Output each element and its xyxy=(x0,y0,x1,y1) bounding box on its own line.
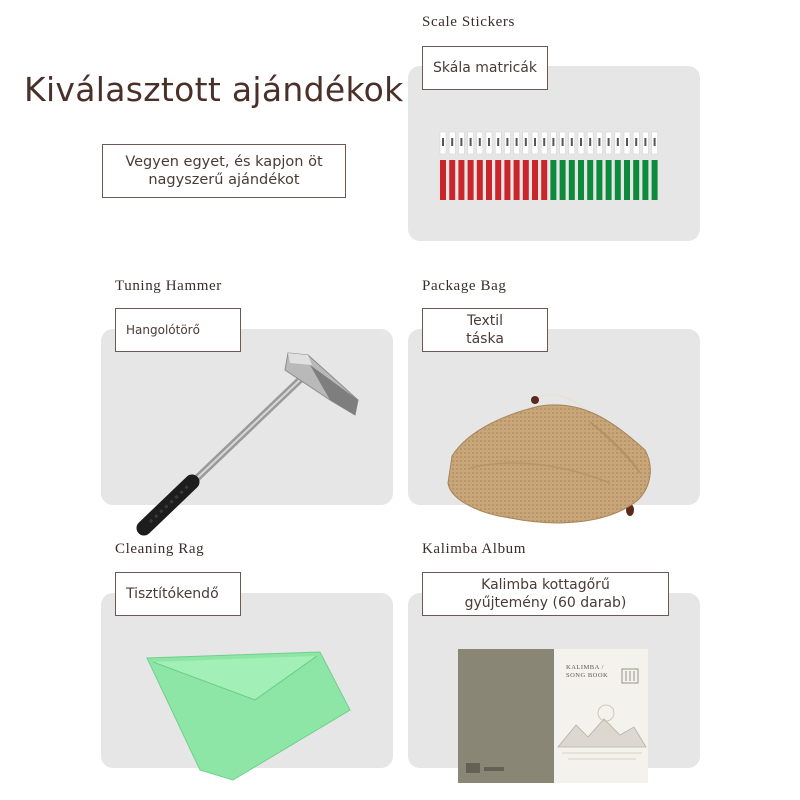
sticker-mark xyxy=(626,138,628,146)
sticker-mark xyxy=(571,138,573,146)
book-cover-title: KALIMBA / SONG BOOK xyxy=(566,664,609,679)
sticker-mark xyxy=(598,138,600,146)
tag-package-bag xyxy=(422,308,548,352)
page-title: Kiválasztott ajándékok xyxy=(24,70,404,109)
sticker-mark xyxy=(497,138,499,146)
sticker-strip xyxy=(440,160,446,200)
sticker-mark xyxy=(506,138,508,146)
sticker-mark xyxy=(562,138,564,146)
sticker-mark xyxy=(516,138,518,146)
sticker-strip xyxy=(642,160,648,200)
sticker-mark xyxy=(543,138,545,146)
tag-cleaning-rag xyxy=(115,572,241,616)
sticker-strip xyxy=(458,160,464,200)
kalimba-album-image xyxy=(458,649,650,785)
promo-text: Vegyen egyet, és kapjon öt nagyszerű ajándékot xyxy=(125,154,323,188)
sticker-mark xyxy=(580,138,582,146)
tag-kalimba-album xyxy=(422,572,669,616)
sticker-mark xyxy=(644,138,646,146)
label-cleaning-rag: Cleaning Rag xyxy=(115,541,205,557)
sticker-strip xyxy=(587,160,593,200)
sticker-mark xyxy=(442,138,444,146)
sticker-mark xyxy=(654,138,656,146)
sticker-mark xyxy=(525,138,527,146)
sticker-strip xyxy=(624,160,630,200)
sticker-strip xyxy=(532,160,538,200)
sticker-strip xyxy=(449,160,455,200)
scale-stickers-image xyxy=(440,132,665,202)
package-bag-image xyxy=(440,388,670,538)
sticker-strip xyxy=(633,160,639,200)
promo-box xyxy=(102,144,346,198)
tag-text: Skála matricák xyxy=(433,60,537,76)
tag-text: Hangolótörő xyxy=(126,323,200,337)
sticker-strip xyxy=(652,160,658,200)
label-tuning-hammer: Tuning Hammer xyxy=(115,278,222,294)
label-package-bag: Package Bag xyxy=(422,278,507,294)
sticker-strip xyxy=(523,160,529,200)
sticker-strip xyxy=(504,160,510,200)
sticker-strip xyxy=(486,160,492,200)
sticker-mark xyxy=(534,138,536,146)
sticker-mark xyxy=(635,138,637,146)
sticker-mark xyxy=(451,138,453,146)
sticker-strip xyxy=(615,160,621,200)
sticker-mark xyxy=(460,138,462,146)
tuning-hammer-image xyxy=(130,345,370,540)
sticker-mark xyxy=(479,138,481,146)
label-scale-stickers: Scale Stickers xyxy=(422,14,515,30)
sticker-mark xyxy=(488,138,490,146)
sticker-strip xyxy=(560,160,566,200)
sticker-mark xyxy=(552,138,554,146)
sticker-strip xyxy=(468,160,474,200)
tag-text: Textil táska xyxy=(466,313,504,347)
cleaning-rag-image xyxy=(145,650,360,785)
sticker-strip xyxy=(541,160,547,200)
sticker-strip xyxy=(514,160,520,200)
sticker-strip xyxy=(596,160,602,200)
sticker-mark xyxy=(608,138,610,146)
sticker-mark xyxy=(589,138,591,146)
sticker-mark xyxy=(470,138,472,146)
sticker-strip xyxy=(578,160,584,200)
tag-scale-stickers xyxy=(422,46,548,90)
sticker-strip xyxy=(606,160,612,200)
sticker-strip xyxy=(495,160,501,200)
sticker-mark xyxy=(617,138,619,146)
sticker-strip xyxy=(569,160,575,200)
sticker-strip xyxy=(550,160,556,200)
tag-text: Tisztítókendő xyxy=(126,586,219,602)
tag-text: Kalimba kottagőrű gyűjtemény (60 darab) xyxy=(464,577,627,611)
label-kalimba-album: Kalimba Album xyxy=(422,541,527,557)
sticker-strip xyxy=(477,160,483,200)
